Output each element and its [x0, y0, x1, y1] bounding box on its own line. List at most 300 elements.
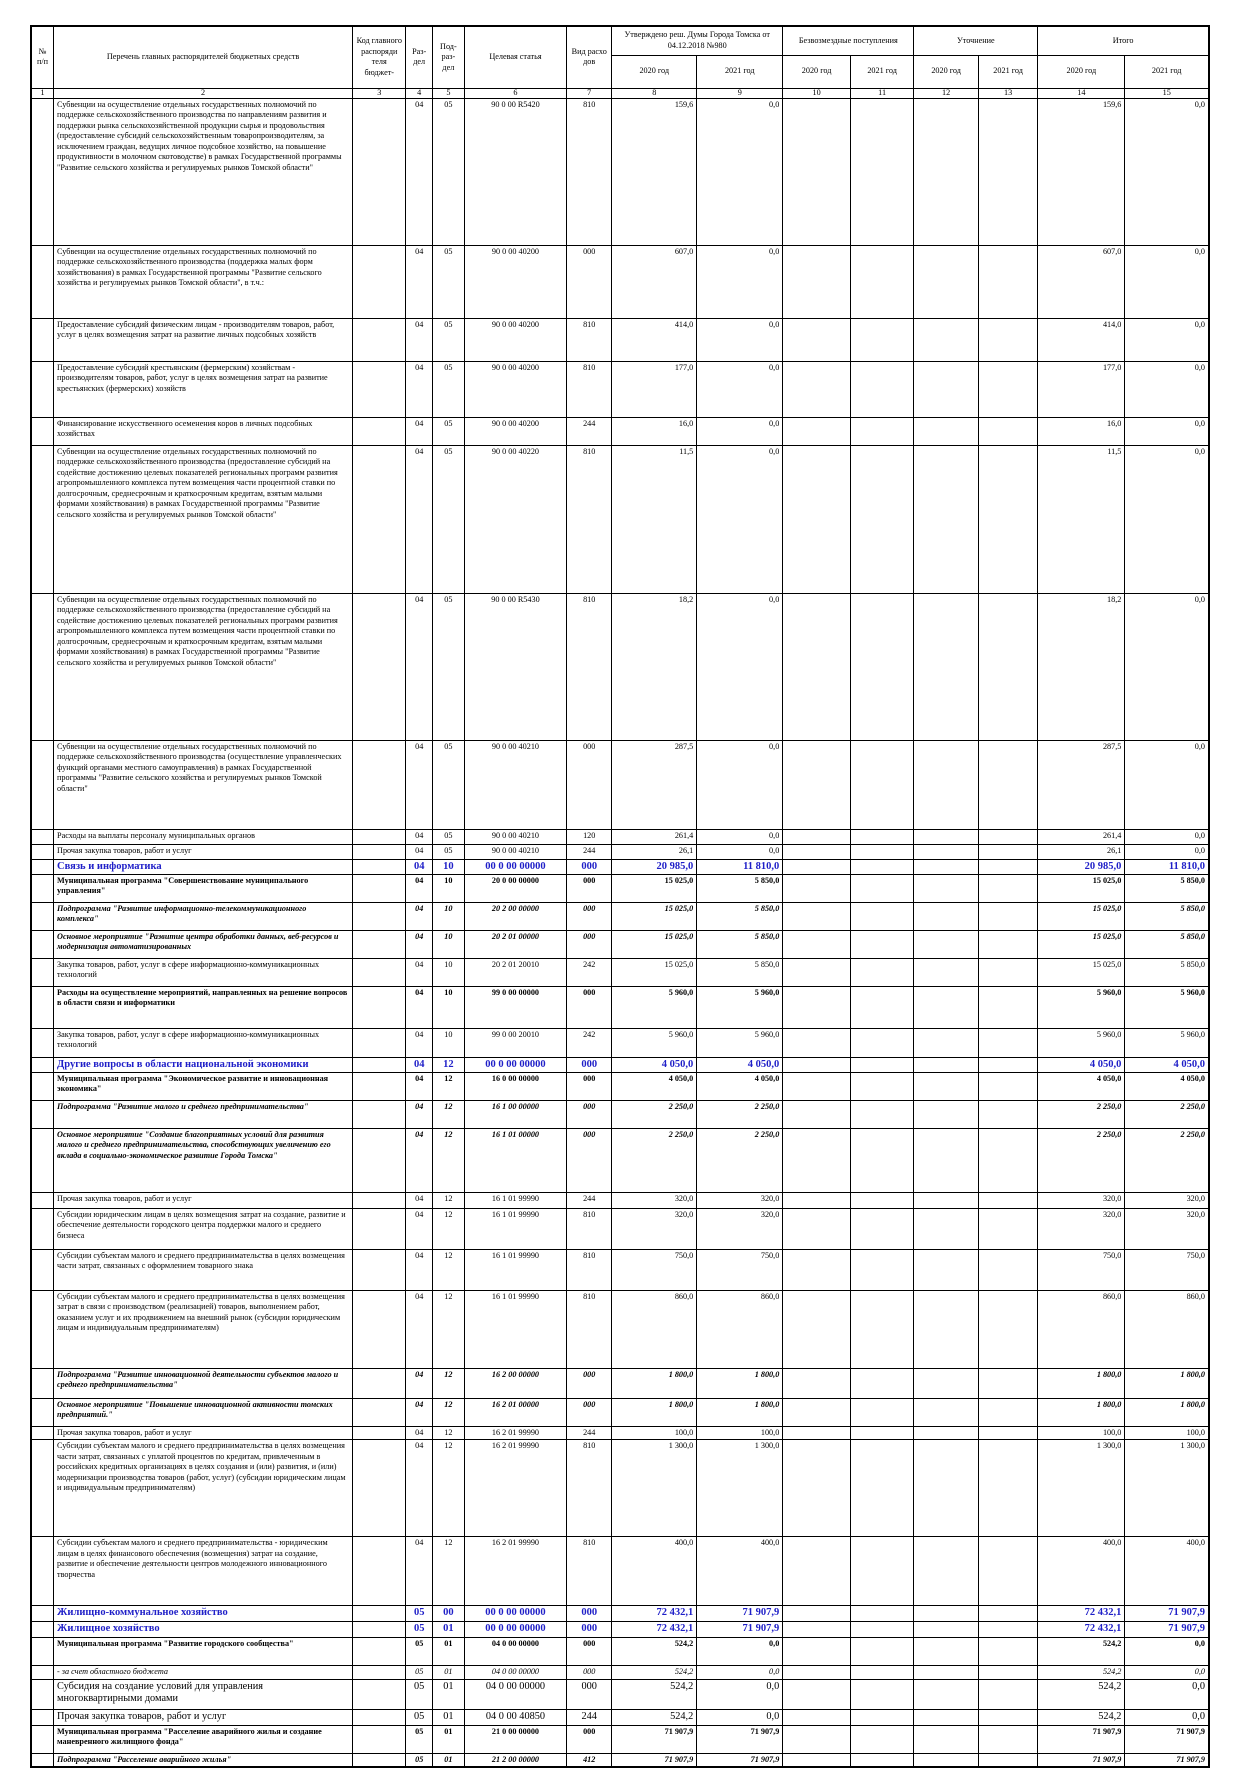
- cell-gratis-2021: [850, 1666, 914, 1680]
- header-year: 2021 год: [1125, 55, 1209, 88]
- cell-target: 90 0 00 40200: [464, 245, 566, 318]
- cell-total-2021: 71 907,9: [1125, 1725, 1209, 1753]
- cell-clarify-2021: [978, 98, 1037, 245]
- cell-gratis-2021: [850, 445, 914, 593]
- cell-approved-2020: 1 800,0: [612, 1398, 697, 1426]
- cell-code: [353, 1709, 406, 1725]
- table-row: [31, 1638, 1209, 1666]
- cell-total-2021: 0,0: [1125, 1666, 1209, 1680]
- cell-code: [353, 1638, 406, 1666]
- cell-approved-2020: 750,0: [612, 1249, 697, 1290]
- cell-total-2021: 0,0: [1125, 844, 1209, 859]
- cell-clarify-2020: [914, 1725, 979, 1753]
- cell-gratis-2020: [783, 1249, 851, 1290]
- cell-clarify-2021: [978, 874, 1037, 902]
- cell-podrazdel: 01: [433, 1753, 465, 1767]
- cell-code: [353, 1100, 406, 1128]
- cell-total-2021: 5 850,0: [1125, 930, 1209, 958]
- cell-approved-2021: 0,0: [697, 829, 783, 844]
- cell-target: 00 0 00 00000: [464, 1622, 566, 1638]
- column-number: 13: [978, 88, 1037, 98]
- cell-approved-2021: 0,0: [697, 1709, 783, 1725]
- cell-total-2021: 71 907,9: [1125, 1753, 1209, 1767]
- cell-podrazdel: 12: [433, 1290, 465, 1368]
- cell-target: 99 0 00 20010: [464, 1028, 566, 1057]
- cell-gratis-2020: [783, 1398, 851, 1426]
- cell-clarify-2020: [914, 1290, 979, 1368]
- cell-total-2020: 607,0: [1038, 245, 1125, 318]
- cell-target: 90 0 00 40200: [464, 361, 566, 417]
- cell-gratis-2021: [850, 1537, 914, 1606]
- cell-gratis-2020: [783, 829, 851, 844]
- cell-code: [353, 1753, 406, 1767]
- cell-approved-2020: 2 250,0: [612, 1128, 697, 1192]
- cell-clarify-2021: [978, 1368, 1037, 1398]
- cell-code: [353, 829, 406, 844]
- cell-name: Связь и информатика: [54, 859, 353, 874]
- cell-gratis-2020: [783, 1753, 851, 1767]
- cell-razdel: 04: [406, 930, 433, 958]
- cell-clarify-2021: [978, 844, 1037, 859]
- table-row: [31, 1725, 1209, 1753]
- table-row: [31, 874, 1209, 902]
- cell-name: Финансирование искусственного осеменения коров в личных подсобных хозяйствах: [54, 417, 353, 445]
- cell-gratis-2020: [783, 1072, 851, 1100]
- cell-total-2021: 750,0: [1125, 1249, 1209, 1290]
- cell-approved-2021: 0,0: [697, 245, 783, 318]
- cell-num: [31, 930, 54, 958]
- cell-gratis-2021: [850, 1725, 914, 1753]
- cell-podrazdel: 12: [433, 1440, 465, 1537]
- cell-approved-2020: 524,2: [612, 1679, 697, 1709]
- cell-approved-2021: 0,0: [697, 1679, 783, 1709]
- header-num: № п/п: [31, 26, 54, 88]
- cell-total-2020: 414,0: [1038, 318, 1125, 361]
- cell-clarify-2020: [914, 1398, 979, 1426]
- column-number: 2: [54, 88, 353, 98]
- cell-podrazdel: 10: [433, 930, 465, 958]
- cell-num: [31, 318, 54, 361]
- cell-podrazdel: 05: [433, 829, 465, 844]
- cell-gratis-2021: [850, 958, 914, 986]
- cell-razdel: 04: [406, 1128, 433, 1192]
- cell-code: [353, 740, 406, 829]
- cell-podrazdel: 05: [433, 593, 465, 740]
- cell-vid: 242: [567, 1028, 612, 1057]
- cell-razdel: 04: [406, 1100, 433, 1128]
- header-target: Целевая статья: [464, 26, 566, 88]
- cell-total-2021: 0,0: [1125, 740, 1209, 829]
- cell-total-2020: 2 250,0: [1038, 1128, 1125, 1192]
- cell-total-2021: 5 850,0: [1125, 874, 1209, 902]
- cell-clarify-2020: [914, 1208, 979, 1249]
- cell-total-2021: 0,0: [1125, 445, 1209, 593]
- cell-vid: 000: [567, 1638, 612, 1666]
- table-row: [31, 318, 1209, 361]
- cell-clarify-2020: [914, 1426, 979, 1440]
- cell-target: 20 2 01 00000: [464, 930, 566, 958]
- cell-gratis-2020: [783, 1128, 851, 1192]
- cell-target: 21 0 00 00000: [464, 1725, 566, 1753]
- cell-total-2021: 1 800,0: [1125, 1398, 1209, 1426]
- table-row: [31, 361, 1209, 417]
- cell-podrazdel: 10: [433, 958, 465, 986]
- column-number: 15: [1125, 88, 1209, 98]
- cell-gratis-2021: [850, 361, 914, 417]
- cell-code: [353, 1192, 406, 1208]
- cell-target: 16 2 01 00000: [464, 1398, 566, 1426]
- cell-gratis-2020: [783, 361, 851, 417]
- cell-razdel: 04: [406, 1208, 433, 1249]
- cell-clarify-2020: [914, 593, 979, 740]
- cell-num: [31, 1638, 54, 1666]
- cell-podrazdel: 01: [433, 1638, 465, 1666]
- cell-podrazdel: 01: [433, 1725, 465, 1753]
- cell-gratis-2021: [850, 1192, 914, 1208]
- table-row: [31, 1072, 1209, 1100]
- table-row: [31, 930, 1209, 958]
- cell-num: [31, 1709, 54, 1725]
- cell-podrazdel: 12: [433, 1249, 465, 1290]
- cell-podrazdel: 05: [433, 740, 465, 829]
- cell-num: [31, 1622, 54, 1638]
- table-row: [31, 1208, 1209, 1249]
- cell-code: [353, 1208, 406, 1249]
- column-number: 14: [1038, 88, 1125, 98]
- cell-vid: 242: [567, 958, 612, 986]
- cell-approved-2021: 0,0: [697, 740, 783, 829]
- cell-gratis-2020: [783, 417, 851, 445]
- cell-gratis-2020: [783, 859, 851, 874]
- cell-razdel: 05: [406, 1753, 433, 1767]
- cell-clarify-2020: [914, 1679, 979, 1709]
- cell-name: Субсидии субъектам малого и среднего предпринимательства - юридическим лицам в целях финансового обеспечения (возмещения) затрат на создание, развитие и обеспечение деятельности центров молодежного инновационного творчества: [54, 1537, 353, 1606]
- cell-approved-2020: 2 250,0: [612, 1100, 697, 1128]
- cell-approved-2020: 261,4: [612, 829, 697, 844]
- cell-target: 04 0 00 00000: [464, 1666, 566, 1680]
- cell-target: 16 2 00 00000: [464, 1368, 566, 1398]
- cell-razdel: 04: [406, 318, 433, 361]
- cell-gratis-2021: [850, 844, 914, 859]
- cell-gratis-2020: [783, 930, 851, 958]
- cell-approved-2021: 71 907,9: [697, 1753, 783, 1767]
- cell-total-2020: 20 985,0: [1038, 859, 1125, 874]
- cell-target: 99 0 00 00000: [464, 986, 566, 1028]
- cell-gratis-2021: [850, 1072, 914, 1100]
- cell-total-2021: 860,0: [1125, 1290, 1209, 1368]
- cell-gratis-2020: [783, 1709, 851, 1725]
- cell-approved-2021: 0,0: [697, 417, 783, 445]
- cell-num: [31, 245, 54, 318]
- cell-target: 90 0 00 R5430: [464, 593, 566, 740]
- cell-approved-2020: 15 025,0: [612, 930, 697, 958]
- cell-num: [31, 1440, 54, 1537]
- cell-target: 90 0 00 40210: [464, 740, 566, 829]
- cell-vid: 000: [567, 1368, 612, 1398]
- cell-clarify-2020: [914, 1753, 979, 1767]
- cell-total-2021: 320,0: [1125, 1192, 1209, 1208]
- cell-gratis-2021: [850, 1622, 914, 1638]
- cell-gratis-2020: [783, 874, 851, 902]
- cell-approved-2020: 15 025,0: [612, 902, 697, 930]
- cell-clarify-2021: [978, 1537, 1037, 1606]
- cell-total-2020: 11,5: [1038, 445, 1125, 593]
- column-number-row: [31, 88, 1209, 98]
- cell-podrazdel: 10: [433, 902, 465, 930]
- cell-vid: 000: [567, 740, 612, 829]
- cell-approved-2021: 11 810,0: [697, 859, 783, 874]
- cell-gratis-2020: [783, 1679, 851, 1709]
- cell-clarify-2021: [978, 1679, 1037, 1709]
- cell-gratis-2021: [850, 1440, 914, 1537]
- cell-gratis-2021: [850, 829, 914, 844]
- cell-total-2021: 0,0: [1125, 318, 1209, 361]
- cell-approved-2021: 71 907,9: [697, 1622, 783, 1638]
- cell-total-2021: 4 050,0: [1125, 1072, 1209, 1100]
- cell-gratis-2021: [850, 1753, 914, 1767]
- cell-approved-2021: 0,0: [697, 361, 783, 417]
- cell-total-2021: 0,0: [1125, 829, 1209, 844]
- table-row: [31, 1100, 1209, 1128]
- cell-num: [31, 1606, 54, 1622]
- cell-vid: 810: [567, 361, 612, 417]
- cell-gratis-2021: [850, 986, 914, 1028]
- cell-total-2020: 26,1: [1038, 844, 1125, 859]
- cell-approved-2021: 0,0: [697, 318, 783, 361]
- cell-podrazdel: 00: [433, 1606, 465, 1622]
- cell-name: Предоставление субсидий физическим лицам - производителям товаров, работ, услуг в целях возмещения затрат на развитие личных подсобных хозяйств: [54, 318, 353, 361]
- cell-gratis-2020: [783, 1440, 851, 1537]
- cell-razdel: 05: [406, 1638, 433, 1666]
- cell-num: [31, 740, 54, 829]
- cell-razdel: 04: [406, 1028, 433, 1057]
- cell-clarify-2020: [914, 740, 979, 829]
- cell-num: [31, 1208, 54, 1249]
- cell-clarify-2021: [978, 318, 1037, 361]
- cell-num: [31, 1537, 54, 1606]
- cell-total-2020: 15 025,0: [1038, 930, 1125, 958]
- cell-clarify-2021: [978, 1028, 1037, 1057]
- cell-gratis-2021: [850, 1128, 914, 1192]
- cell-clarify-2020: [914, 445, 979, 593]
- cell-approved-2021: 5 850,0: [697, 902, 783, 930]
- cell-razdel: 04: [406, 1368, 433, 1398]
- cell-total-2020: 524,2: [1038, 1666, 1125, 1680]
- cell-target: 20 0 00 00000: [464, 874, 566, 902]
- cell-gratis-2020: [783, 1638, 851, 1666]
- cell-total-2021: 5 850,0: [1125, 902, 1209, 930]
- table-row: [31, 417, 1209, 445]
- column-number: 5: [433, 88, 465, 98]
- cell-vid: 000: [567, 1666, 612, 1680]
- cell-vid: 244: [567, 417, 612, 445]
- header-total: Итого: [1038, 26, 1209, 55]
- cell-clarify-2021: [978, 1709, 1037, 1725]
- table-row: [31, 1249, 1209, 1290]
- cell-name: Прочая закупка товаров, работ и услуг: [54, 1709, 353, 1725]
- cell-razdel: 04: [406, 1398, 433, 1426]
- cell-target: 00 0 00 00000: [464, 1606, 566, 1622]
- cell-approved-2020: 607,0: [612, 245, 697, 318]
- cell-total-2020: 72 432,1: [1038, 1622, 1125, 1638]
- cell-approved-2020: 320,0: [612, 1192, 697, 1208]
- cell-total-2020: 524,2: [1038, 1638, 1125, 1666]
- cell-total-2020: 71 907,9: [1038, 1753, 1125, 1767]
- cell-approved-2021: 5 960,0: [697, 986, 783, 1028]
- cell-clarify-2020: [914, 318, 979, 361]
- cell-vid: 000: [567, 1398, 612, 1426]
- cell-clarify-2020: [914, 1537, 979, 1606]
- column-number: 1: [31, 88, 54, 98]
- cell-total-2020: 4 050,0: [1038, 1057, 1125, 1072]
- cell-razdel: 04: [406, 1537, 433, 1606]
- cell-approved-2020: 524,2: [612, 1709, 697, 1725]
- column-number: 10: [783, 88, 851, 98]
- cell-clarify-2020: [914, 1128, 979, 1192]
- cell-target: 00 0 00 00000: [464, 859, 566, 874]
- cell-code: [353, 1679, 406, 1709]
- table-header: [31, 26, 1209, 98]
- cell-code: [353, 930, 406, 958]
- cell-name: Основное мероприятие "Создание благоприятных условий для развития малого и среднего предпринимательства, способствующих увеличению его вклада в социально-экономическое развитие Города Томска": [54, 1128, 353, 1192]
- cell-clarify-2021: [978, 1290, 1037, 1368]
- cell-name: Муниципальная программа "Расселение аварийного жилья и создание маневренного жилищного фонда": [54, 1725, 353, 1753]
- cell-gratis-2021: [850, 1249, 914, 1290]
- cell-code: [353, 1606, 406, 1622]
- cell-code: [353, 844, 406, 859]
- cell-razdel: 05: [406, 1606, 433, 1622]
- cell-clarify-2020: [914, 902, 979, 930]
- cell-num: [31, 1368, 54, 1398]
- cell-gratis-2020: [783, 902, 851, 930]
- cell-target: 16 1 01 99990: [464, 1249, 566, 1290]
- cell-name: Подпрограмма "Развитие информационно-телекоммуникационного комплекса": [54, 902, 353, 930]
- cell-gratis-2020: [783, 593, 851, 740]
- cell-num: [31, 1398, 54, 1426]
- cell-code: [353, 445, 406, 593]
- table-row: [31, 740, 1209, 829]
- cell-clarify-2021: [978, 1606, 1037, 1622]
- cell-num: [31, 445, 54, 593]
- cell-approved-2021: 5 850,0: [697, 930, 783, 958]
- cell-vid: 000: [567, 874, 612, 902]
- table-row: [31, 1666, 1209, 1680]
- cell-razdel: 04: [406, 361, 433, 417]
- cell-razdel: 05: [406, 1725, 433, 1753]
- header-year: 2021 год: [850, 55, 914, 88]
- cell-clarify-2020: [914, 1606, 979, 1622]
- cell-code: [353, 98, 406, 245]
- cell-clarify-2020: [914, 1622, 979, 1638]
- cell-total-2020: 71 907,9: [1038, 1725, 1125, 1753]
- cell-target: 04 0 00 00000: [464, 1638, 566, 1666]
- cell-name: Закупка товаров, работ, услуг в сфере информационно-коммуникационных технологий: [54, 958, 353, 986]
- cell-name: Субвенции на осуществление отдельных государственных полномочий по поддержке сельскохозяйственного производства (поддержка малых форм хозяйствования) в рамках Государственной программы "Развитие сельского хозяйства и регулируемых рынков Томской области", в т.ч.:: [54, 245, 353, 318]
- cell-total-2020: 1 800,0: [1038, 1398, 1125, 1426]
- cell-gratis-2021: [850, 1606, 914, 1622]
- header-year: 2020 год: [1038, 55, 1125, 88]
- header-code: Код главного распоряди теля бюджет-: [353, 26, 406, 88]
- cell-total-2020: 524,2: [1038, 1679, 1125, 1709]
- cell-clarify-2020: [914, 986, 979, 1028]
- cell-vid: 244: [567, 1426, 612, 1440]
- cell-total-2020: 860,0: [1038, 1290, 1125, 1368]
- cell-podrazdel: 01: [433, 1666, 465, 1680]
- cell-gratis-2020: [783, 445, 851, 593]
- table-row: [31, 1128, 1209, 1192]
- cell-name: Прочая закупка товаров, работ и услуг: [54, 1192, 353, 1208]
- cell-podrazdel: 05: [433, 98, 465, 245]
- cell-total-2020: 320,0: [1038, 1192, 1125, 1208]
- cell-total-2021: 5 960,0: [1125, 1028, 1209, 1057]
- cell-gratis-2020: [783, 1192, 851, 1208]
- cell-total-2021: 400,0: [1125, 1537, 1209, 1606]
- cell-approved-2020: 20 985,0: [612, 859, 697, 874]
- cell-gratis-2021: [850, 1100, 914, 1128]
- cell-total-2020: 16,0: [1038, 417, 1125, 445]
- cell-code: [353, 1028, 406, 1057]
- cell-code: [353, 245, 406, 318]
- cell-target: 20 2 01 20010: [464, 958, 566, 986]
- cell-vid: 000: [567, 1100, 612, 1128]
- cell-clarify-2021: [978, 1192, 1037, 1208]
- cell-clarify-2020: [914, 1192, 979, 1208]
- table-row: [31, 1368, 1209, 1398]
- cell-vid: 244: [567, 844, 612, 859]
- cell-podrazdel: 05: [433, 245, 465, 318]
- cell-podrazdel: 10: [433, 859, 465, 874]
- cell-razdel: 04: [406, 902, 433, 930]
- cell-total-2021: 2 250,0: [1125, 1128, 1209, 1192]
- cell-podrazdel: 12: [433, 1128, 465, 1192]
- cell-clarify-2020: [914, 1249, 979, 1290]
- cell-target: 21 2 00 00000: [464, 1753, 566, 1767]
- cell-approved-2020: 15 025,0: [612, 874, 697, 902]
- column-number: 11: [850, 88, 914, 98]
- table-row: [31, 1606, 1209, 1622]
- cell-razdel: 04: [406, 986, 433, 1028]
- cell-razdel: 05: [406, 1679, 433, 1709]
- cell-clarify-2020: [914, 829, 979, 844]
- cell-target: 90 0 00 40210: [464, 829, 566, 844]
- cell-gratis-2021: [850, 902, 914, 930]
- cell-vid: 120: [567, 829, 612, 844]
- cell-razdel: 04: [406, 844, 433, 859]
- cell-vid: 000: [567, 1606, 612, 1622]
- cell-approved-2021: 100,0: [697, 1426, 783, 1440]
- cell-podrazdel: 05: [433, 844, 465, 859]
- cell-total-2021: 71 907,9: [1125, 1622, 1209, 1638]
- cell-vid: 810: [567, 318, 612, 361]
- cell-name: Основное мероприятие "Повышение инновационной активности томских предприятий.": [54, 1398, 353, 1426]
- cell-num: [31, 874, 54, 902]
- cell-num: [31, 361, 54, 417]
- cell-approved-2020: 524,2: [612, 1666, 697, 1680]
- cell-total-2021: 0,0: [1125, 1679, 1209, 1709]
- cell-total-2020: 2 250,0: [1038, 1100, 1125, 1128]
- table-row: [31, 1679, 1209, 1709]
- cell-code: [353, 859, 406, 874]
- cell-clarify-2020: [914, 1100, 979, 1128]
- cell-podrazdel: 10: [433, 1028, 465, 1057]
- cell-approved-2021: 400,0: [697, 1537, 783, 1606]
- cell-approved-2020: 524,2: [612, 1638, 697, 1666]
- cell-podrazdel: 12: [433, 1368, 465, 1398]
- cell-name: Муниципальная программа "Экономическое развитие и инновационная экономика": [54, 1072, 353, 1100]
- table-row: [31, 593, 1209, 740]
- cell-gratis-2020: [783, 1606, 851, 1622]
- cell-approved-2021: 5 850,0: [697, 874, 783, 902]
